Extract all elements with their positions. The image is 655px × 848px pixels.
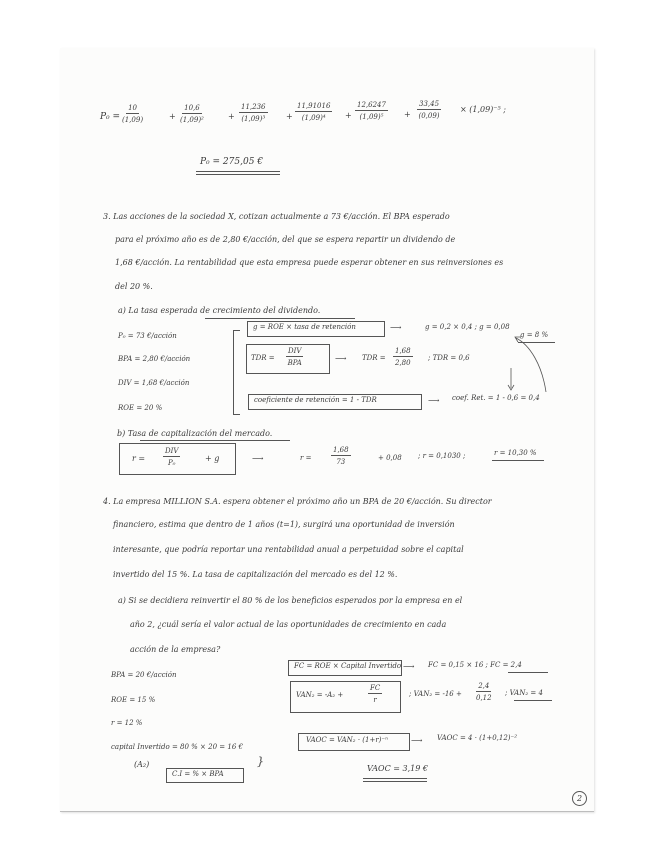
given-bpa: BPA = 2,80 €/acción <box>118 355 191 363</box>
arrow-icon: ⟶ <box>411 736 423 745</box>
given-p0: P₀ = 73 €/acción <box>118 332 177 340</box>
given-capital-invertido: capital Invertido = 80 % × 20 = 16 € <box>111 743 243 751</box>
fraction-term-1: $\frac{10}{(1,09)}$ <box>122 104 144 124</box>
given-roe-4: ROE = 15 % <box>111 696 156 704</box>
problem3-line-3: 1,68 €/acción. La rentabilidad que esta empresa puede esperar obtener en sus reinversiones es <box>115 258 504 267</box>
problem3-line-4: del 20 %. <box>115 282 153 291</box>
p0-result: P₀ = 275,05 € <box>200 157 264 167</box>
g-result: g = 0,2 × 0,4 ; g = 0,08 <box>425 323 510 331</box>
plus-sign: + <box>286 112 293 121</box>
tdr-label: TDR = <box>251 354 275 362</box>
problem4-part-a-2: año 2, ¿cuál sería el valor actual de las oportunidades de crecimiento en cada <box>130 620 447 629</box>
p0-label: P₀ = <box>100 112 121 122</box>
vaoc-result: VAOC = 3,19 € <box>367 764 428 773</box>
vaoc-calc: VAOC = 4 · (1+0,12)⁻² <box>437 734 518 742</box>
fc-result: FC = 0,15 × 16 ; FC = 2,4 <box>428 661 522 669</box>
tdr-calc-fraction: $\frac{1,68}{2,80}$ <box>395 347 411 367</box>
given-r-4: r = 12 % <box>111 719 143 727</box>
fraction-term-4: $\frac{11,91016}{\text{(1,09)⁴}}$ <box>297 102 331 122</box>
r-label: r = <box>132 454 146 463</box>
vaoc-underline <box>363 781 427 782</box>
a2-label: (A₂) <box>134 760 150 769</box>
tdr-fraction: DIV BPA <box>287 347 302 367</box>
part-b-underline <box>140 440 290 441</box>
arrow-icon: ⟶ <box>390 323 402 332</box>
tdr-calc-label: TDR = <box>362 354 386 362</box>
result-underline <box>196 171 280 172</box>
vaoc-formula: VAOC = VAN₂ · (1+r)⁻ⁿ <box>306 736 388 744</box>
tdr-result: ; TDR = 0,6 <box>428 354 470 362</box>
fraction-term-3: $\frac{11,236}{\text{(1,09)³}}$ <box>241 103 266 123</box>
problem3-part-b: b) Tasa de capitalización del mercado. <box>117 429 273 438</box>
van-underline <box>514 700 552 701</box>
fc-formula: FC = ROE × Capital Invertido <box>294 662 402 670</box>
givens-bracket <box>233 330 240 415</box>
plus-sign: + <box>345 111 352 120</box>
arrow-icon: ⟶ <box>335 354 347 363</box>
van-result: ; VAN₂ = 4 <box>505 689 543 697</box>
problem4-part-a-1: a) Si se decidiera reinvertir el 80 % de los beneficios esperados por la empresa en el <box>118 596 463 605</box>
coef-result: coef. Ret. = 1 - 0,6 = 0,4 <box>452 394 540 402</box>
problem4-part-a-3: acción de la empresa? <box>130 645 221 654</box>
part-a-underline <box>205 318 355 319</box>
van-calc-label: ; VAN₂ = -16 + <box>409 690 462 698</box>
r-underline <box>492 460 544 461</box>
van-calc-fraction: $\frac{2,4}{0,12}$ <box>476 682 492 702</box>
given-bpa-4: BPA = 20 €/acción <box>111 671 177 679</box>
problem4-line-1: 4. La empresa MILLION S.A. espera obtener el próximo año un BPA de 20 €/acción. Su director <box>103 497 492 506</box>
r-fraction: DIV P₀ <box>165 447 179 467</box>
vaoc-underline <box>363 778 427 779</box>
coef-text: coeficiente de retención = 1 - TDR <box>254 396 377 404</box>
ci-formula: C.I = % × BPA <box>172 770 224 778</box>
problem4-line-4: invertido del 15 %. La tasa de capitalización del mercado es del 12 %. <box>113 570 398 579</box>
problem3-line-1: 3. Las acciones de la sociedad X, cotizan actualmente a 73 €/acción. El BPA esperado <box>103 212 450 221</box>
curved-arrow-icon <box>490 330 550 400</box>
g-percent: g = 8 % <box>520 331 549 339</box>
r-calc-fraction: $\frac{1,68}{73}$ <box>333 446 349 466</box>
plus-sign: + <box>169 112 176 121</box>
problem3-part-a: a) La tasa esperada de crecimiento del dividendo. <box>118 306 321 315</box>
given-roe: ROE = 20 % <box>118 404 163 412</box>
given-div: DIV = 1,68 €/acción <box>118 379 190 387</box>
plus-sign: + <box>404 110 411 119</box>
problem4-line-2: financiero, estima que dentro de 1 años (t=1), surgirá una oportunidad de inversión <box>113 520 455 529</box>
arrow-icon: ⟶ <box>403 662 415 671</box>
r-plus-g: + g <box>205 454 220 463</box>
curly-brace: } <box>257 755 264 768</box>
discount-factor: × (1,09)⁻⁵ ; <box>460 105 506 114</box>
r-final: r = 10,30 % <box>494 449 537 457</box>
arrow-icon: ⟶ <box>428 396 440 405</box>
fraction-term-5: $\frac{12,6247}{\text{(1,09)⁵}}$ <box>357 101 386 121</box>
plus-sign: + <box>228 112 235 121</box>
fraction-term-2: $\frac{10,6}{\text{(1,09)²}}$ <box>180 104 204 124</box>
result-underline <box>196 174 280 175</box>
fraction-term-6: $\frac{33,45}{(0,09)}$ <box>418 100 440 120</box>
problem4-line-3: interesante, que podría reportar una rentabilidad anual a perpetuidad sobre el capital <box>113 545 464 554</box>
page-number: 2 <box>572 791 587 806</box>
van-fraction: $\frac{FC}{r}$ <box>370 684 381 704</box>
formula-g-text: g = ROE × tasa de retención <box>253 323 356 331</box>
fc-underline <box>508 672 548 673</box>
arrow-icon: ⟶ <box>252 454 264 463</box>
van-label: VAN₂ = -A₂ + <box>296 691 344 699</box>
r-calc-plus: + 0,08 <box>378 454 402 462</box>
r-calc-label: r = <box>300 454 312 462</box>
problem3-line-2: para el próximo año es de 2,80 €/acción, del que se espera repartir un dividendo de <box>115 235 456 244</box>
r-result: ; r = 0,1030 ; <box>418 452 466 460</box>
